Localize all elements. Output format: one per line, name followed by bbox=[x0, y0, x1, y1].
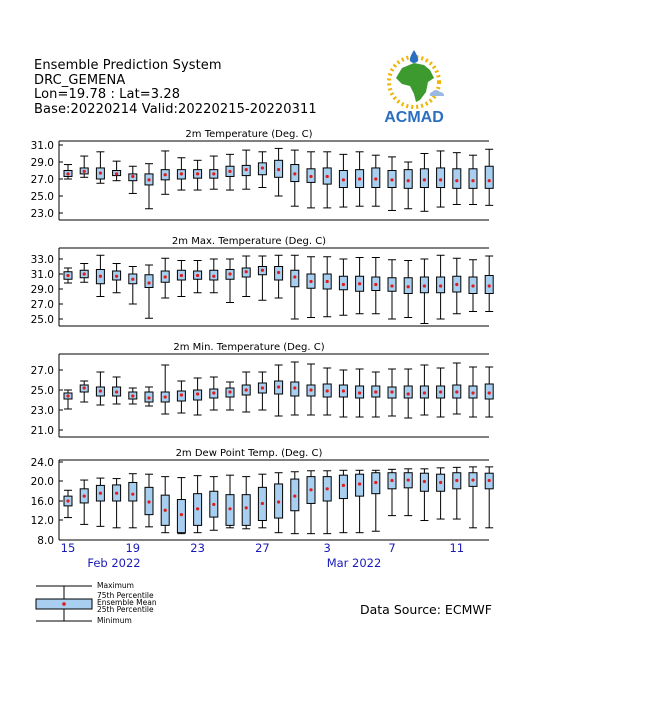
box-whisker-9 bbox=[453, 258, 461, 314]
x-tick-label: 23 bbox=[190, 541, 205, 555]
mean-dot bbox=[180, 513, 183, 516]
box-whisker-10 bbox=[469, 367, 477, 417]
y-tick-label: 31.0 bbox=[30, 140, 54, 152]
mean-dot bbox=[164, 509, 167, 512]
mean-dot bbox=[439, 284, 442, 287]
box-whisker-29 bbox=[291, 472, 299, 534]
mean-dot bbox=[488, 479, 491, 482]
legend-key bbox=[34, 583, 94, 623]
x-tick-label: 15 bbox=[60, 541, 76, 555]
box-whisker-22 bbox=[177, 478, 185, 534]
mean-dot bbox=[471, 179, 474, 182]
system-title: Ensemble Prediction System bbox=[34, 58, 222, 73]
box-whisker-15 bbox=[64, 268, 72, 283]
iqr-box bbox=[404, 170, 412, 189]
mean-dot bbox=[326, 487, 329, 490]
mean-dot bbox=[83, 386, 86, 389]
mean-dot bbox=[390, 284, 393, 287]
mean-dot bbox=[455, 390, 458, 393]
box-whisker-11 bbox=[485, 467, 493, 528]
mean-dot bbox=[228, 272, 231, 275]
mean-dot bbox=[99, 492, 102, 495]
panel-title: 2m Temperature (Deg. C) bbox=[185, 129, 313, 140]
iqr-box bbox=[420, 169, 428, 188]
box-whisker-17 bbox=[96, 478, 104, 526]
box-whisker-19 bbox=[129, 166, 137, 193]
box-whisker-17 bbox=[96, 372, 104, 405]
box-whisker-6 bbox=[404, 469, 412, 516]
mean-dot bbox=[147, 281, 150, 284]
mean-dot bbox=[180, 393, 183, 396]
mean-dot bbox=[374, 481, 377, 484]
box-whisker-15 bbox=[64, 390, 72, 409]
mean-dot bbox=[131, 394, 134, 397]
box-whisker-27 bbox=[258, 474, 266, 528]
mean-dot bbox=[228, 507, 231, 510]
mean-dot bbox=[147, 396, 150, 399]
box-whisker-21 bbox=[161, 151, 169, 194]
mean-dot bbox=[407, 392, 410, 395]
legend-min-label: Minimum bbox=[97, 616, 132, 625]
mean-dot bbox=[390, 479, 393, 482]
box-whisker-4 bbox=[372, 470, 380, 531]
box-whisker-5 bbox=[388, 369, 396, 416]
data-source: Data Source: ECMWF bbox=[360, 602, 492, 617]
mean-dot bbox=[261, 502, 264, 505]
box-whisker-27 bbox=[258, 372, 266, 410]
box-whisker-3 bbox=[356, 258, 364, 314]
mean-dot bbox=[196, 507, 199, 510]
y-tick-label: 29.0 bbox=[30, 157, 54, 169]
mean-dot bbox=[423, 391, 426, 394]
legend-p25-label: 25th Percentile bbox=[97, 605, 154, 614]
y-tick-label: 8.0 bbox=[37, 535, 54, 547]
box-whisker-23 bbox=[194, 261, 202, 293]
mean-dot bbox=[66, 499, 69, 502]
box-whisker-9 bbox=[453, 363, 461, 414]
box-whisker-8 bbox=[437, 255, 445, 319]
box-whisker-30 bbox=[307, 257, 315, 318]
mean-dot bbox=[293, 386, 296, 389]
box-whisker-7 bbox=[420, 259, 428, 324]
mean-dot bbox=[439, 481, 442, 484]
mean-dot bbox=[115, 492, 118, 495]
box-whisker-28 bbox=[275, 148, 283, 196]
y-tick-label: 31.0 bbox=[30, 269, 54, 281]
mean-dot bbox=[277, 500, 280, 503]
box-whisker-19 bbox=[129, 267, 137, 305]
base-valid-dates: Base:20220214 Valid:20220215-20220311 bbox=[34, 101, 317, 117]
y-tick-label: 21.0 bbox=[30, 425, 54, 437]
legend-mean-label: Ensemble Mean bbox=[97, 598, 157, 607]
mean-dot bbox=[66, 172, 69, 175]
box-whisker-22 bbox=[177, 158, 185, 190]
box-whisker-2 bbox=[339, 154, 347, 207]
box-whisker-1 bbox=[323, 471, 331, 534]
mean-dot bbox=[471, 284, 474, 287]
panel-2 bbox=[31, 236, 494, 326]
box-whisker-20 bbox=[145, 387, 153, 406]
panel-title: 2m Dew Point Temp. (Deg. C) bbox=[175, 448, 323, 459]
y-tick-label: 12.0 bbox=[30, 515, 54, 527]
mean-dot bbox=[164, 275, 167, 278]
box-whisker-22 bbox=[177, 261, 185, 297]
x-tick-label: 3 bbox=[323, 541, 331, 555]
mean-dot bbox=[212, 503, 215, 506]
mean-dot bbox=[196, 392, 199, 395]
box-whisker-19 bbox=[129, 388, 137, 404]
mean-dot bbox=[99, 275, 102, 278]
box-whisker-28 bbox=[275, 473, 283, 533]
box-whisker-23 bbox=[194, 160, 202, 190]
box-whisker-27 bbox=[258, 152, 266, 188]
iqr-box bbox=[404, 386, 412, 398]
mean-dot bbox=[390, 178, 393, 181]
mean-dot bbox=[439, 178, 442, 181]
mean-dot bbox=[131, 175, 134, 178]
mean-dot bbox=[488, 284, 491, 287]
box-whisker-10 bbox=[469, 155, 477, 204]
y-tick-label: 16.0 bbox=[30, 496, 54, 508]
panel-1 bbox=[31, 129, 494, 220]
box-whisker-30 bbox=[307, 471, 315, 534]
panel-4 bbox=[31, 448, 494, 547]
box-whisker-2 bbox=[339, 370, 347, 417]
box-whisker-18 bbox=[113, 264, 121, 293]
box-whisker-3 bbox=[356, 369, 364, 417]
mean-dot bbox=[342, 484, 345, 487]
mean-dot bbox=[196, 172, 199, 175]
box-whisker-3 bbox=[356, 152, 364, 206]
box-whisker-16 bbox=[80, 480, 88, 524]
mean-dot bbox=[180, 172, 183, 175]
box-whisker-16 bbox=[80, 381, 88, 402]
box-whisker-17 bbox=[96, 152, 104, 183]
box-whisker-25 bbox=[226, 382, 234, 410]
box-whisker-8 bbox=[437, 368, 445, 417]
box-whisker-29 bbox=[291, 255, 299, 319]
box-whisker-27 bbox=[258, 256, 266, 300]
box-whisker-10 bbox=[469, 260, 477, 312]
mean-dot bbox=[309, 388, 312, 391]
mean-dot bbox=[131, 278, 134, 281]
box-whisker-8 bbox=[437, 468, 445, 519]
mean-dot bbox=[245, 168, 248, 171]
box-whisker-2 bbox=[339, 259, 347, 315]
mean-dot bbox=[326, 389, 329, 392]
iqr-box bbox=[242, 495, 250, 526]
iqr-box bbox=[129, 482, 137, 501]
box-whisker-4 bbox=[372, 258, 380, 314]
box-whisker-17 bbox=[96, 255, 104, 296]
box-whisker-5 bbox=[388, 469, 396, 515]
mean-dot bbox=[245, 270, 248, 273]
y-tick-label: 27.0 bbox=[30, 174, 54, 186]
mean-dot bbox=[261, 386, 264, 389]
mean-dot bbox=[261, 269, 264, 272]
box-whisker-4 bbox=[372, 372, 380, 417]
mean-dot bbox=[407, 285, 410, 288]
mean-dot bbox=[83, 170, 86, 173]
y-tick-label: 27.0 bbox=[30, 365, 54, 377]
mean-dot bbox=[358, 282, 361, 285]
y-tick-label: 23.0 bbox=[30, 405, 54, 417]
mean-dot bbox=[212, 275, 215, 278]
legend-p75-label: 75th Percentile bbox=[97, 591, 154, 600]
iqr-box bbox=[437, 168, 445, 188]
mean-dot bbox=[407, 478, 410, 481]
mean-dot bbox=[342, 178, 345, 181]
x-tick-label: 19 bbox=[125, 541, 141, 555]
mean-dot bbox=[342, 389, 345, 392]
box-whisker-23 bbox=[194, 476, 202, 533]
box-whisker-6 bbox=[404, 369, 412, 418]
mean-dot bbox=[212, 391, 215, 394]
mean-dot bbox=[488, 391, 491, 394]
box-whisker-7 bbox=[420, 365, 428, 415]
box-whisker-5 bbox=[388, 260, 396, 319]
y-tick-label: 23.0 bbox=[30, 208, 54, 220]
mean-dot bbox=[147, 500, 150, 503]
mean-dot bbox=[455, 479, 458, 482]
box-whisker-24 bbox=[210, 377, 218, 410]
mean-dot bbox=[99, 171, 102, 174]
mean-dot bbox=[423, 480, 426, 483]
box-whisker-24 bbox=[210, 156, 218, 189]
box-whisker-4 bbox=[372, 155, 380, 206]
box-whisker-19 bbox=[129, 474, 137, 528]
box-whisker-1 bbox=[323, 368, 331, 415]
mean-dot bbox=[326, 280, 329, 283]
box-whisker-7 bbox=[420, 469, 428, 521]
box-whisker-22 bbox=[177, 381, 185, 413]
box-whisker-18 bbox=[113, 161, 121, 181]
box-whisker-21 bbox=[161, 365, 169, 414]
month-label: Feb 2022 bbox=[87, 556, 141, 570]
box-whisker-16 bbox=[80, 156, 88, 177]
iqr-box bbox=[485, 166, 493, 188]
mean-dot bbox=[326, 175, 329, 178]
box-whisker-21 bbox=[161, 258, 169, 298]
mean-dot bbox=[423, 284, 426, 287]
box-whisker-25 bbox=[226, 475, 234, 528]
mean-dot bbox=[131, 493, 134, 496]
mean-dot bbox=[309, 175, 312, 178]
mean-dot bbox=[66, 274, 69, 277]
mean-dot bbox=[66, 394, 69, 397]
iqr-box bbox=[145, 275, 153, 288]
mean-dot bbox=[309, 488, 312, 491]
box-whisker-28 bbox=[275, 365, 283, 416]
mean-dot bbox=[488, 179, 491, 182]
mean-dot bbox=[83, 272, 86, 275]
logo-text: ACMAD bbox=[384, 109, 444, 126]
mean-dot bbox=[455, 179, 458, 182]
y-tick-label: 25.0 bbox=[30, 314, 54, 326]
x-tick-label: 7 bbox=[388, 541, 396, 555]
mean-dot bbox=[212, 172, 215, 175]
box-whisker-15 bbox=[64, 490, 72, 517]
box-whisker-25 bbox=[226, 154, 234, 190]
y-tick-label: 27.0 bbox=[30, 299, 54, 311]
mean-dot bbox=[309, 280, 312, 283]
mean-dot bbox=[407, 179, 410, 182]
panel-title: 2m Min. Temperature (Deg. C) bbox=[173, 342, 325, 353]
mean-dot bbox=[293, 275, 296, 278]
mean-dot bbox=[342, 283, 345, 286]
mean-dot bbox=[358, 482, 361, 485]
mean-dot bbox=[147, 178, 150, 181]
x-tick-label: 27 bbox=[255, 541, 270, 555]
y-tick-label: 29.0 bbox=[30, 284, 54, 296]
box-whisker-20 bbox=[145, 265, 153, 318]
box-whisker-24 bbox=[210, 259, 218, 293]
box-whisker-25 bbox=[226, 259, 234, 303]
y-tick-label: 24.0 bbox=[30, 457, 54, 469]
mean-dot bbox=[293, 495, 296, 498]
box-whisker-29 bbox=[291, 362, 299, 415]
box-whisker-20 bbox=[145, 164, 153, 209]
box-whisker-18 bbox=[113, 377, 121, 404]
box-whisker-7 bbox=[420, 154, 428, 212]
mean-dot bbox=[164, 173, 167, 176]
mean-dot bbox=[115, 172, 118, 175]
box-whisker-30 bbox=[307, 152, 315, 208]
mean-dot bbox=[455, 283, 458, 286]
mean-dot bbox=[277, 385, 280, 388]
mean-dot bbox=[374, 283, 377, 286]
panel-title: 2m Max. Temperature (Deg. C) bbox=[171, 236, 327, 247]
mean-dot bbox=[374, 390, 377, 393]
mean-dot bbox=[180, 274, 183, 277]
box-whisker-11 bbox=[485, 367, 493, 417]
box-whisker-21 bbox=[161, 477, 169, 533]
y-tick-label: 33.0 bbox=[30, 254, 54, 266]
box-whisker-30 bbox=[307, 364, 315, 415]
box-whisker-6 bbox=[404, 261, 412, 318]
mean-dot bbox=[374, 177, 377, 180]
station-coordinates: Lon=19.78 : Lat=3.28 bbox=[34, 87, 181, 102]
mean-dot bbox=[99, 389, 102, 392]
mean-dot bbox=[390, 390, 393, 393]
box-whisker-15 bbox=[64, 165, 72, 179]
box-whisker-28 bbox=[275, 255, 283, 298]
mean-dot bbox=[293, 172, 296, 175]
mean-dot bbox=[83, 495, 86, 498]
month-label: Mar 2022 bbox=[326, 556, 382, 570]
mean-dot bbox=[245, 506, 248, 509]
box-whisker-5 bbox=[388, 157, 396, 211]
box-whisker-9 bbox=[453, 153, 461, 205]
box-whisker-16 bbox=[80, 264, 88, 283]
mean-dot bbox=[261, 166, 264, 169]
mean-dot bbox=[277, 271, 280, 274]
box-whisker-24 bbox=[210, 477, 218, 531]
box-whisker-1 bbox=[323, 257, 331, 317]
box-whisker-8 bbox=[437, 151, 445, 207]
box-whisker-10 bbox=[469, 467, 477, 528]
box-whisker-9 bbox=[453, 467, 461, 519]
mean-dot bbox=[228, 390, 231, 393]
box-whisker-6 bbox=[404, 162, 412, 209]
x-tick-label: 11 bbox=[449, 541, 465, 555]
box-whisker-26 bbox=[242, 150, 250, 189]
mean-dot bbox=[164, 395, 167, 398]
iqr-box bbox=[453, 169, 461, 189]
legend-mean-dot bbox=[62, 602, 66, 606]
mean-dot bbox=[196, 274, 199, 277]
box-whisker-2 bbox=[339, 470, 347, 532]
station-name: DRC_GEMENA bbox=[34, 72, 126, 88]
mean-dot bbox=[115, 390, 118, 393]
mean-dot bbox=[439, 390, 442, 393]
box-whisker-3 bbox=[356, 470, 364, 532]
box-whisker-26 bbox=[242, 477, 250, 529]
box-whisker-29 bbox=[291, 150, 299, 206]
mean-dot bbox=[423, 178, 426, 181]
box-whisker-1 bbox=[323, 152, 331, 208]
box-whisker-11 bbox=[485, 256, 493, 312]
y-tick-label: 20.0 bbox=[30, 476, 54, 488]
mean-dot bbox=[277, 168, 280, 171]
mean-dot bbox=[245, 388, 248, 391]
mean-dot bbox=[358, 391, 361, 394]
y-tick-label: 25.0 bbox=[30, 385, 54, 397]
mean-dot bbox=[228, 170, 231, 173]
box-whisker-11 bbox=[485, 149, 493, 205]
box-whisker-18 bbox=[113, 479, 121, 528]
mean-dot bbox=[471, 478, 474, 481]
box-whisker-26 bbox=[242, 372, 250, 412]
mean-dot bbox=[115, 275, 118, 278]
legend-max-label: Maximum bbox=[97, 581, 134, 590]
box-whisker-26 bbox=[242, 256, 250, 297]
mean-dot bbox=[358, 177, 361, 180]
box-whisker-20 bbox=[145, 474, 153, 527]
panel-3 bbox=[31, 342, 494, 437]
iqr-box bbox=[469, 169, 477, 189]
box-whisker-23 bbox=[194, 378, 202, 415]
y-tick-label: 25.0 bbox=[30, 191, 54, 203]
mean-dot bbox=[471, 391, 474, 394]
